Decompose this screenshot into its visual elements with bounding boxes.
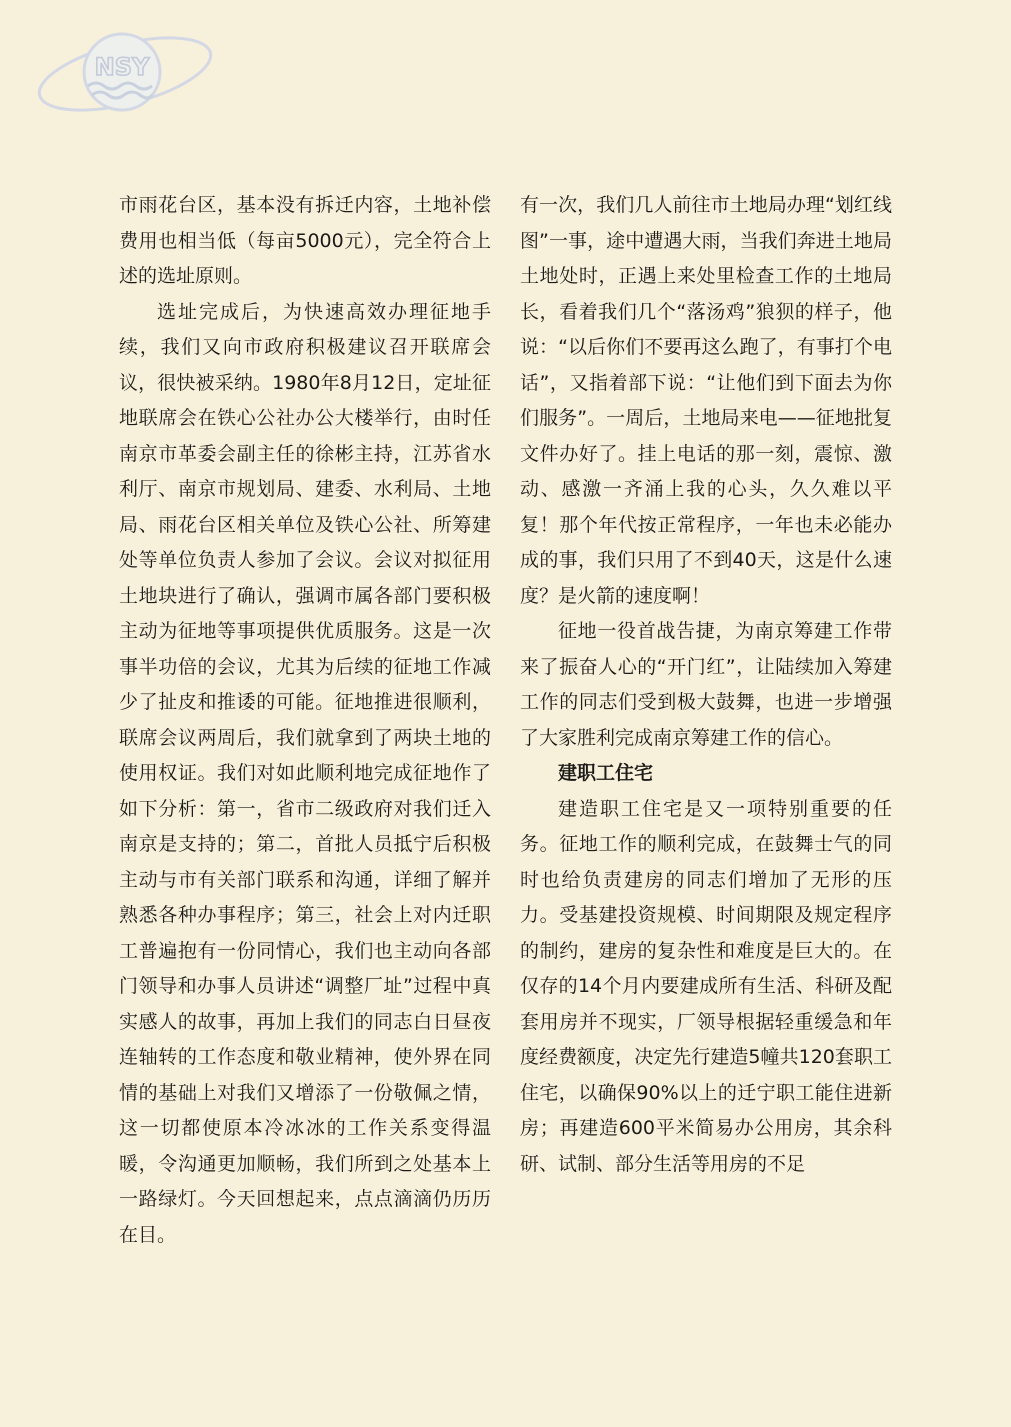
paragraph: 建造职工住宅是又一项特别重要的任务。征地工作的顺利完成，在鼓舞士气的同时也给负责建房的同志们增加了无形的压力。受基建投资规模、时间期限及规定程序的制约，建房的复杂性和难度是巨大的。在仅存的14个月内要建成所有生活、科研及配套用房并不现实，厂领导根据轻重缓急和年度经费额度，决定先行建造5幢共120套职工住宅，以确保90%以上的迁宁职工能住进新房；再建造600平米简易办公用房，其余科研、试制、部分生活等用房的不足 [520, 797, 892, 1175]
nsy-logo-icon [30, 22, 220, 122]
logo-text: NSY [94, 53, 150, 81]
paragraph: 征地一役首战告捷，为南京筹建工作带来了振奋人心的“开门红”，让陆续加入筹建工作的同志们受到极大鼓舞，也进一步增强了大家胜利完成南京筹建工作的信心。 [520, 620, 892, 749]
right-column [520, 188, 892, 1182]
left-column [119, 188, 491, 1253]
paragraph: 市雨花台区，基本没有拆迁内容，土地补偿费用也相当低（每亩5000元），完全符合上述的选址原则。 [119, 194, 491, 287]
section-heading: 建职工住宅 [558, 762, 654, 784]
paragraph: 选址完成后，为快速高效办理征地手续，我们又向市政府积极建议召开联席会议，很快被采纳。1980年8月12日，定址征地联席会在铁心公社办公大楼举行，由时任南京市革委会副主任的徐彬主持，江苏省水利厅、南京市规划局、建委、水利局、土地局、雨花台区相关单位及铁心公社、所筹建处等单位负责人参加了会议。会议对拟征用土地块进行了确认，强调市属各部门要积极主动为征地等事项提供优质服务。这是一次事半功倍的会议，尤其为后续的征地工作减少了扯皮和推诿的可能。征地推进很顺利，联席会议两周后，我们就拿到了两块土地的使用权证。我们对如此顺利地完成征地作了如下分析：第一，省市二级政府对我们迁入南京是支持的；第二，首批人员抵宁后积极主动与市有关部门联系和沟通，详细了解并熟悉各种办事程序；第三，社会上对内迁职工普遍抱有一份同情心，我们也主动向各部门领导和办事人员讲述“调整厂址”过程中真实感人的故事，再加上我们的同志白日昼夜连轴转的工作态度和敬业精神，使外界在同情的基础上对我们又增添了一份敬佩之情，这一切都使原本冷冰冰的工作关系变得温暖，令沟通更加顺畅，我们所到之处基本上一路绿灯。今天回想起来，点点滴滴仍历历在目。 [119, 300, 491, 1246]
paragraph: 有一次，我们几人前往市土地局办理“划红线图”一事，途中遭遇大雨，当我们奔进土地局土地处时，正遇上来处里检查工作的土地局长，看着我们几个“落汤鸡”狼狈的样子，他说：“以后你们不要再这么跑了，有事打个电话”，又指着部下说：“让他们到下面去为你们服务”。一周后，土地局来电——征地批复文件办好了。挂上电话的那一刻，震惊、激动、感激一齐涌上我的心头，久久难以平复！那个年代按正常程序，一年也未必能办成的事，我们只用了不到40天，这是什么速度？是火箭的速度啊！ [520, 194, 892, 607]
